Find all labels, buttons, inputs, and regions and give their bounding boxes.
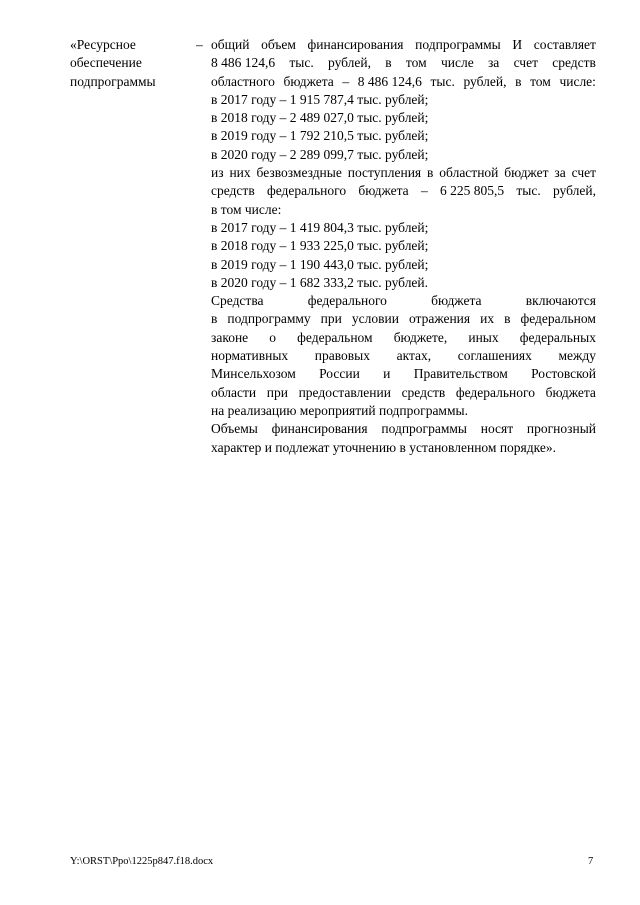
federal-paragraph	[211, 164, 596, 201]
text-word: Правительством	[413, 366, 508, 382]
text-line	[211, 420, 596, 438]
federal-years-list	[211, 219, 596, 292]
text-word: в	[515, 73, 522, 89]
text-word: поступления	[347, 165, 422, 181]
text-word: Средства	[211, 293, 264, 309]
label-line: подпрограммы	[70, 73, 156, 89]
text-word: объем	[261, 37, 296, 52]
text-word: прогнозный	[526, 421, 596, 437]
text-word: предоставлении	[298, 384, 391, 400]
text-line	[211, 310, 596, 328]
text-word: иных	[468, 329, 499, 345]
text-word: о	[269, 329, 277, 345]
forecast-paragraph	[211, 420, 596, 438]
text-line	[211, 365, 596, 383]
text-word: области	[211, 384, 257, 400]
year-line: в 2018 году – 2 489 027,0 тыс. рублей;	[211, 110, 429, 126]
intro-paragraph	[211, 36, 596, 91]
condition-tail: на реализацию мероприятий подпрограммы.	[211, 402, 468, 418]
text-word: России	[319, 366, 360, 382]
text-word: федеральных	[519, 329, 596, 345]
text-word: числе	[440, 55, 474, 71]
text-word: правовых	[314, 348, 370, 364]
text-word: 8 486 124,6	[211, 55, 276, 71]
text-word: 6 225 805,5	[439, 183, 505, 199]
year-line: в 2020 году – 1 682 333,2 тыс. рублей.	[211, 274, 429, 290]
text-word: Ростовской	[531, 366, 596, 382]
text-word: безвозмездные	[256, 165, 342, 181]
forecast-tail: характер и подлежат уточнению в установленном порядке».	[211, 439, 556, 455]
text-word: них	[229, 165, 251, 181]
year-line: в 2019 году – 1 190 443,0 тыс. рублей;	[211, 256, 429, 272]
text-word: бюджета	[283, 73, 334, 89]
text-word: составляет	[533, 37, 596, 52]
text-word: федерального	[307, 293, 387, 309]
text-word: бюджета	[431, 293, 482, 309]
text-word: областной	[439, 165, 499, 181]
text-word: между	[558, 348, 596, 364]
text-word: подпрограммы	[381, 421, 467, 437]
text-word: тыс.	[289, 55, 314, 71]
text-word: тыс.	[430, 73, 455, 89]
text-word: бюджета	[358, 183, 409, 199]
text-word: средств	[211, 183, 255, 199]
text-word: федеральном	[520, 311, 596, 327]
text-word: и	[383, 366, 391, 382]
text-word: бюджете,	[393, 329, 448, 345]
text-word: актах,	[396, 348, 432, 364]
text-word: федеральном	[297, 329, 373, 345]
text-word: при	[266, 384, 288, 400]
text-word: подпрограмму	[227, 311, 311, 327]
text-line	[211, 384, 596, 402]
year-line: в 2017 году – 1 419 804,3 тыс. рублей;	[211, 219, 429, 235]
text-line	[211, 182, 596, 200]
text-word: рублей,	[328, 55, 372, 71]
text-word: при	[320, 311, 342, 327]
text-word: в	[427, 165, 434, 181]
text-line	[211, 54, 596, 72]
page-number: 7	[588, 856, 594, 867]
text-line	[211, 292, 596, 310]
text-word: тыс.	[516, 183, 541, 199]
text-word: нормативных	[211, 348, 289, 364]
year-line: в 2019 году – 1 792 210,5 тыс. рублей;	[211, 128, 429, 144]
text-word: из	[211, 165, 224, 181]
text-line	[211, 329, 596, 347]
dash-separator: –	[196, 37, 203, 52]
text-word: счет	[513, 55, 538, 71]
section-content	[211, 36, 596, 457]
text-word: рублей,	[463, 73, 507, 89]
text-word: федерального	[455, 384, 535, 400]
text-word: за	[487, 55, 500, 71]
text-word: числе:	[559, 73, 596, 89]
text-word: И	[512, 37, 523, 52]
text-word: носят	[480, 421, 514, 437]
text-word: бюджет	[504, 165, 549, 181]
text-line	[211, 36, 596, 54]
text-line	[211, 347, 596, 365]
text-line	[211, 73, 596, 91]
text-word: бюджета	[545, 384, 596, 400]
text-word: законе	[211, 329, 249, 345]
text-word: областного	[211, 73, 275, 89]
text-word: –	[342, 73, 350, 89]
text-word: 8 486 124,6	[357, 73, 422, 89]
text-word: включаются	[525, 293, 596, 309]
condition-paragraph	[211, 292, 596, 402]
text-word: подпрограммы	[415, 37, 501, 52]
text-word: в	[385, 55, 392, 71]
section-label	[70, 36, 190, 91]
text-word: том	[530, 73, 551, 89]
footer-file-path: Y:\ORST\Ppo\1225p847.f18.docx	[70, 856, 214, 867]
text-word: финансирования	[271, 421, 368, 437]
text-word: в	[211, 311, 218, 327]
federal-tail: в том числе:	[211, 201, 282, 217]
text-word: за	[554, 165, 566, 181]
text-word: средств	[552, 55, 596, 71]
text-word: их	[480, 311, 495, 327]
text-word: условии	[351, 311, 399, 327]
text-word: в	[504, 311, 511, 327]
text-line	[211, 164, 596, 182]
text-word: Минсельхозом	[211, 366, 296, 382]
text-word: финансирования	[307, 37, 404, 52]
text-word: счет	[571, 165, 596, 181]
label-line: «Ресурсное	[70, 37, 136, 52]
year-line: в 2020 году – 2 289 099,7 тыс. рублей;	[211, 146, 429, 162]
text-word: –	[420, 183, 428, 199]
text-word: соглашениях	[457, 348, 532, 364]
text-word: рублей,	[552, 183, 596, 199]
text-word: общий	[211, 37, 250, 52]
text-word: Объемы	[211, 421, 258, 437]
year-line: в 2018 году – 1 933 225,0 тыс. рублей;	[211, 238, 429, 254]
text-word: федерального	[266, 183, 347, 199]
text-word: том	[405, 55, 427, 71]
year-line: в 2017 году – 1 915 787,4 тыс. рублей;	[211, 91, 429, 107]
text-word: отражения	[408, 311, 471, 327]
regional-years-list	[211, 91, 596, 164]
label-line: обеспечение	[70, 55, 142, 71]
text-word: средств	[401, 384, 446, 400]
